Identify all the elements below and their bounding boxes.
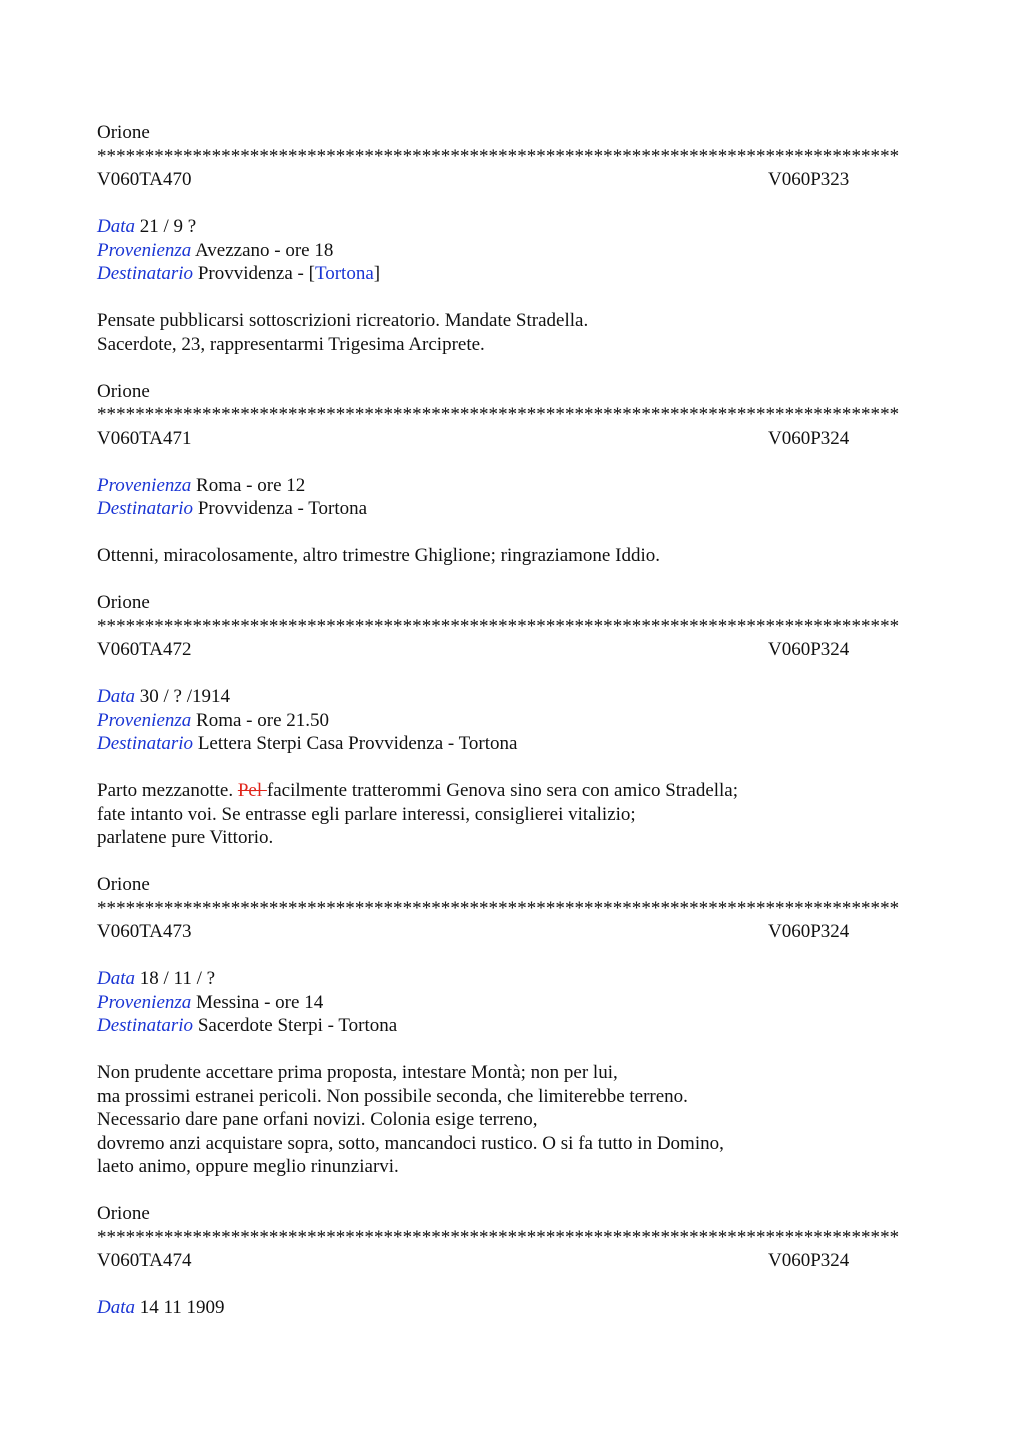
date-row: [97, 685, 927, 709]
recipient-label: Destinatario: [97, 1015, 194, 1036]
recipient-label: Destinatario: [97, 263, 194, 284]
body-line: Sacerdote, 23, rappresentarmi Trigesima Arciprete.: [97, 333, 485, 355]
origin-value: Roma - ore 12: [196, 474, 306, 496]
origin-label: Provenienza: [97, 991, 192, 1013]
recipient-label: Destinatario: [97, 733, 194, 754]
date-row: [97, 1296, 927, 1320]
origin-label: Provenienza: [97, 709, 192, 731]
date-row: [97, 215, 927, 239]
page-ref: V060P324: [768, 427, 850, 449]
recipient-row: [97, 497, 927, 521]
struck-text: Pel: [237, 780, 267, 801]
separator: ************************************************************************************: [97, 1226, 900, 1248]
page-ref: V060P324: [768, 1250, 850, 1271]
body-line: parlatene pure Vittorio.: [97, 827, 274, 848]
recipient-row: [97, 262, 927, 286]
date-label: Data: [97, 686, 135, 707]
body-line: Non prudente accettare prima proposta, intestare Montà; non per lui,: [97, 1062, 618, 1083]
recipient-value: Lettera Sterpi Casa Provvidenza - Tortona: [197, 733, 518, 754]
body-line: Necessario dare pane orfani novizi. Colonia esige terreno,: [97, 1109, 538, 1130]
body-text: Parto mezzanotte.: [97, 780, 238, 801]
origin-row: [97, 474, 927, 498]
separator: ************************************************************************************: [97, 404, 900, 425]
origin-value: Messina - ore 14: [196, 991, 324, 1013]
separator: ************************************************************************************: [97, 145, 900, 167]
date-value: 14 11 1909: [139, 1297, 225, 1318]
entry-id: V060TA474: [97, 1250, 192, 1271]
recipient-suffix: ]: [373, 263, 381, 284]
date-label: Data: [97, 968, 135, 989]
recipient-link[interactable]: Tortona: [314, 263, 374, 284]
page-ref: V060P324: [768, 921, 850, 942]
origin-row: [97, 709, 927, 733]
date-row: [97, 967, 927, 991]
origin-row: [97, 991, 927, 1015]
body-line: Pensate pubblicarsi sottoscrizioni ricreatorio. Mandate Stradella.: [97, 310, 589, 331]
date-label: Data: [97, 1297, 135, 1318]
signature: Orione: [97, 592, 150, 613]
recipient-prefix: Provvidenza - [: [197, 263, 315, 284]
body-line: fate intanto voi. Se entrasse egli parlare interessi, consiglierei vitalizio;: [97, 803, 636, 825]
body-line: dovremo anzi acquistare sopra, sotto, mancandoci rustico. O si fa tutto in Domino,: [97, 1132, 724, 1154]
page-ref: V060P324: [768, 639, 850, 660]
body-line: laeto animo, oppure meglio rinunziarvi.: [97, 1156, 399, 1177]
recipient-value: Provvidenza - Tortona: [197, 498, 368, 519]
origin-label: Provenienza: [97, 474, 192, 496]
entry-id-row: [97, 1249, 927, 1273]
origin-value: Roma - ore 21.50: [196, 709, 330, 731]
entry-id-row: [97, 427, 927, 451]
entry-id: V060TA473: [97, 921, 192, 942]
body-line: [97, 779, 927, 803]
origin-label: Provenienza: [97, 239, 192, 261]
page-ref: V060P323: [768, 169, 850, 190]
recipient-row: [97, 1014, 927, 1038]
separator: ************************************************************************************: [97, 897, 900, 919]
entry-id-row: [97, 638, 927, 662]
origin-value: Avezzano - ore 18: [194, 239, 334, 261]
entry-id: V060TA471: [97, 427, 192, 449]
separator: ************************************************************************************: [97, 615, 900, 637]
origin-row: [97, 239, 927, 263]
date-value: 18 / 11 / ?: [139, 968, 216, 989]
signature: Orione: [97, 380, 150, 402]
body-line: Ottenni, miracolosamente, altro trimestre Ghiglione; ringraziamone Iddio.: [97, 545, 660, 566]
signature: Orione: [97, 122, 150, 143]
body-line: ma prossimi estranei pericoli. Non possibile seconda, che limiterebbe terreno.: [97, 1085, 688, 1107]
recipient-value: Sacerdote Sterpi - Tortona: [197, 1015, 398, 1036]
entry-id-row: [97, 920, 927, 944]
signature: Orione: [97, 874, 150, 895]
recipient-label: Destinatario: [97, 498, 194, 519]
entry-id: V060TA470: [97, 169, 192, 190]
document-page: [97, 121, 927, 1320]
signature: Orione: [97, 1203, 150, 1224]
date-label: Data: [97, 216, 135, 237]
recipient-row: [97, 732, 927, 756]
date-value: 21 / 9 ?: [139, 216, 197, 237]
entry-id: V060TA472: [97, 639, 192, 660]
entry-id-row: [97, 168, 927, 192]
body-text: facilmente tratterommi Genova sino sera con amico Stradella;: [266, 780, 739, 801]
date-value: 30 / ? /1914: [139, 686, 230, 707]
